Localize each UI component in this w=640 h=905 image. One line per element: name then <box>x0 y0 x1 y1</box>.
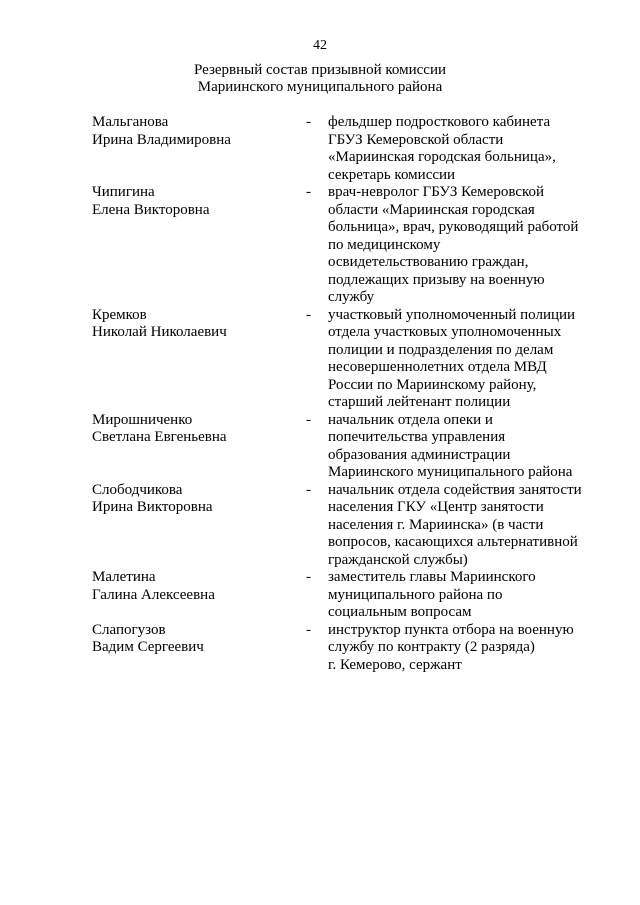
member-name <box>92 482 292 517</box>
member-position <box>328 569 590 622</box>
member-given-names: Светлана Евгеньевна <box>92 429 227 445</box>
member-name <box>92 184 292 219</box>
member-surname: Чипигина <box>92 184 155 200</box>
member-position <box>328 482 590 570</box>
position-line: врач-невролог ГБУЗ Кемеровской <box>328 184 545 200</box>
member-position <box>328 307 590 412</box>
member-given-names: Галина Алексеевна <box>92 586 215 603</box>
position-line: муниципального района по <box>328 586 503 603</box>
position-line: отдела участковых уполномоченных <box>328 324 562 340</box>
position-line: несовершеннолетних отдела МВД <box>328 359 547 375</box>
members-list <box>92 114 592 674</box>
member-given-names: Николай Николаевич <box>92 324 227 340</box>
member-given-names: Ирина Владимировна <box>92 131 231 148</box>
position-line: начальник отдела содействия занятости <box>328 481 582 498</box>
position-line: заместитель главы Мариинского <box>328 569 536 585</box>
member-given-names: Елена Викторовна <box>92 201 210 218</box>
separator-dash: - <box>306 411 311 428</box>
position-line: участковый уполномоченный полиции <box>328 306 576 323</box>
position-line: вопросов, касающихся альтернативной <box>328 534 578 550</box>
member-position <box>328 412 590 482</box>
position-line: секретарь комиссии <box>328 166 456 183</box>
member-surname: Кремков <box>92 306 147 323</box>
position-line: полиции и подразделения по делам <box>328 341 554 358</box>
separator-dash: - <box>306 184 311 200</box>
member-entry <box>92 569 592 622</box>
separator-dash: - <box>306 306 311 323</box>
position-line: фельдшер подросткового кабинета <box>328 114 551 130</box>
position-line: освидетельствованию граждан, <box>328 254 529 270</box>
position-line: попечительства управления <box>328 429 506 445</box>
member-entry <box>92 622 592 675</box>
document-title <box>0 62 640 96</box>
member-surname: Слапогузов <box>92 621 166 638</box>
position-line: социальным вопросам <box>328 604 472 620</box>
member-surname: Малетина <box>92 569 156 585</box>
position-line: службу по контракту (2 разряда) <box>328 639 535 655</box>
position-line: инструктор пункта отбора на военную <box>328 621 574 638</box>
member-entry <box>92 184 592 307</box>
position-line: начальник отдела опеки и <box>328 411 493 428</box>
member-entry <box>92 412 592 482</box>
position-line: гражданской службы) <box>328 551 468 568</box>
member-given-names: Вадим Сергеевич <box>92 639 204 655</box>
member-surname: Мирошниченко <box>92 411 193 428</box>
position-line: образования администрации <box>328 446 511 463</box>
member-name <box>92 569 292 604</box>
separator-dash: - <box>306 481 311 498</box>
position-line: по медицинскому <box>328 236 441 253</box>
position-line: подлежащих призыву на военную <box>328 271 545 288</box>
title-line-1: Резервный состав призывной комиссии <box>193 62 447 78</box>
position-line: области «Мариинская городская <box>328 201 535 218</box>
position-line: населения г. Мариинска» (в части <box>328 516 544 533</box>
member-position <box>328 114 590 184</box>
position-line: «Мариинская городская больница», <box>328 149 556 165</box>
member-surname: Слободчикова <box>92 481 183 498</box>
position-line: России по Мариинскому району, <box>328 376 537 393</box>
member-entry <box>92 114 592 184</box>
member-name <box>92 412 292 447</box>
member-name <box>92 114 292 149</box>
member-position <box>328 622 590 675</box>
position-line: больница», врач, руководящий работой <box>328 219 579 235</box>
position-line: старший лейтенант полиции <box>328 394 511 410</box>
position-line: службу <box>328 289 375 305</box>
member-surname: Мальганова <box>92 114 169 130</box>
member-name <box>92 307 292 342</box>
member-name <box>92 622 292 657</box>
member-entry <box>92 482 592 570</box>
separator-dash: - <box>306 569 311 585</box>
position-line: Мариинского муниципального района <box>328 464 573 480</box>
member-entry <box>92 307 592 412</box>
member-position <box>328 184 590 307</box>
position-line: населения ГКУ «Центр занятости <box>328 499 544 515</box>
page-number: 42 <box>313 38 327 53</box>
title-line-2: Мариинского муниципального района <box>197 79 443 95</box>
separator-dash: - <box>306 114 311 130</box>
separator-dash: - <box>306 621 311 638</box>
position-line: ГБУЗ Кемеровской области <box>328 131 504 148</box>
member-given-names: Ирина Викторовна <box>92 499 213 515</box>
position-line: г. Кемерово, сержант <box>328 656 462 673</box>
